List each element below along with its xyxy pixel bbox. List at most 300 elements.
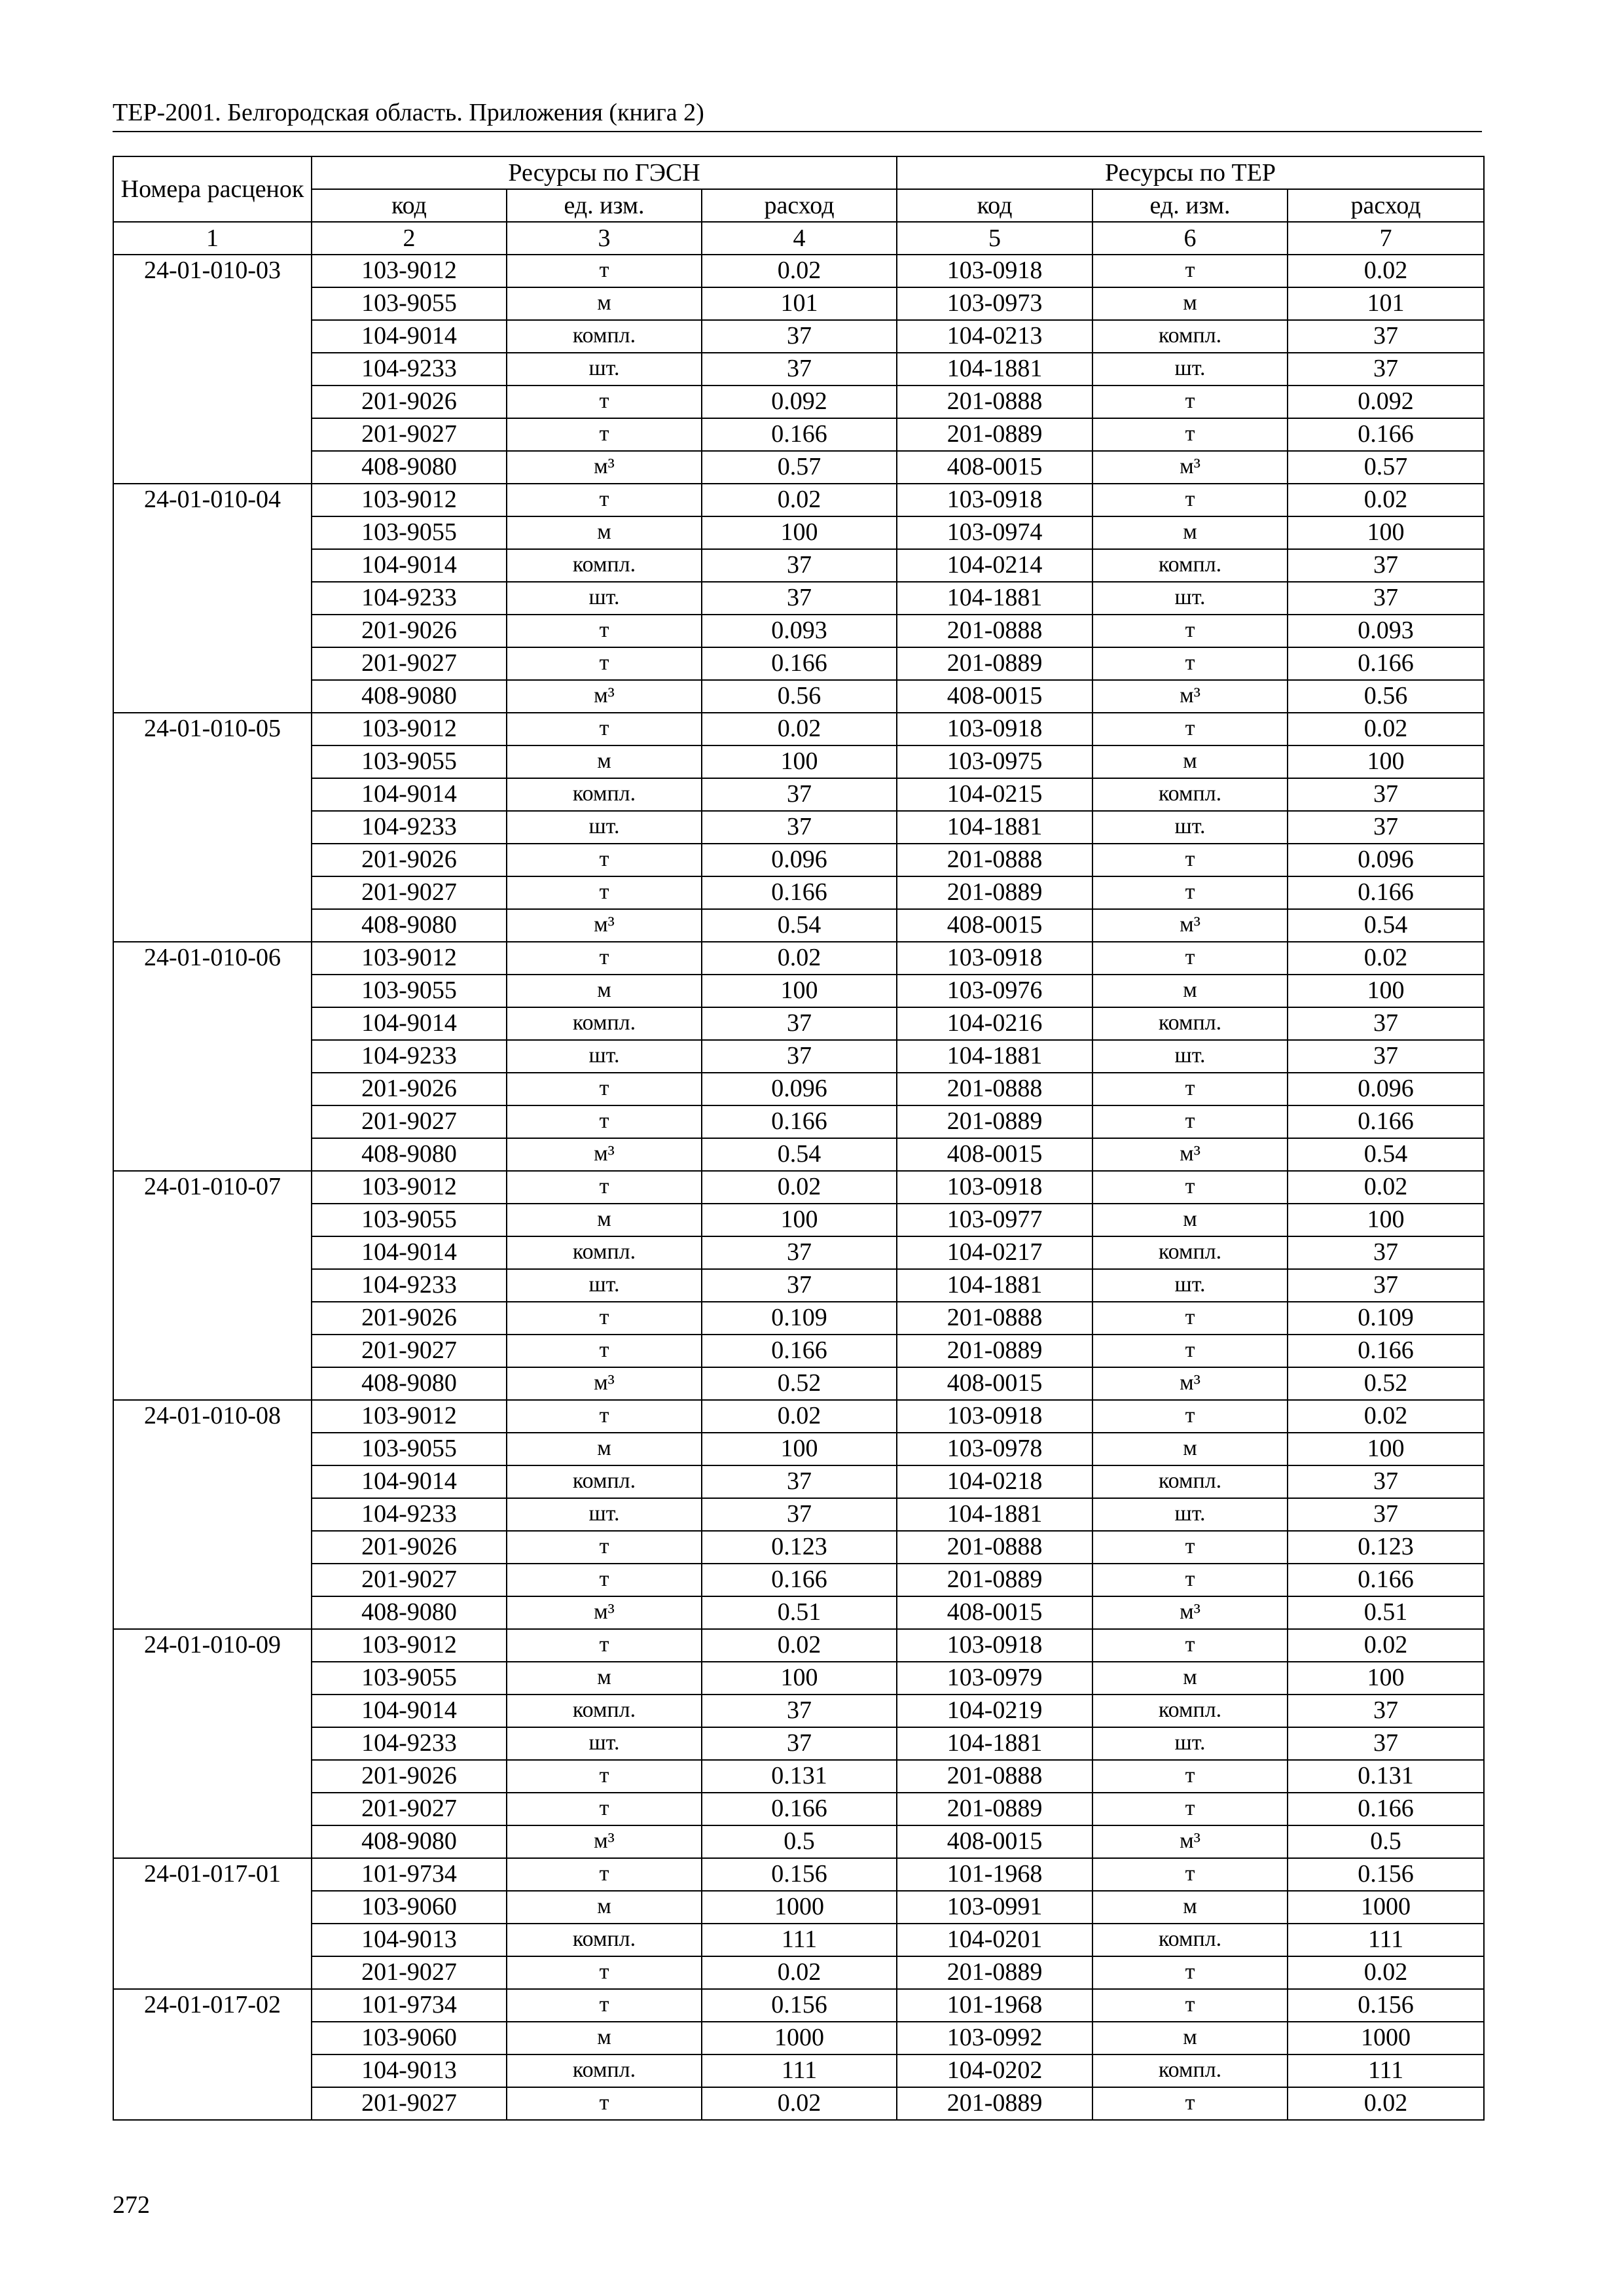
gesn-consumption-cell: 0.123 xyxy=(702,1531,897,1564)
ter-unit-cell: т xyxy=(1092,1793,1288,1825)
table-row xyxy=(113,1793,1484,1825)
ter-consumption-cell: 37 xyxy=(1288,1269,1484,1302)
ter-consumption-cell: 101 xyxy=(1288,287,1484,320)
table-row xyxy=(113,1695,1484,1727)
ter-consumption-cell: 100 xyxy=(1288,1204,1484,1236)
gesn-consumption-cell: 100 xyxy=(702,745,897,778)
gesn-consumption-cell: 0.166 xyxy=(702,1793,897,1825)
gesn-code-cell: 201-9027 xyxy=(312,1564,507,1596)
table-row xyxy=(113,255,1484,287)
gesn-code-cell: 408-9080 xyxy=(312,1825,507,1858)
ter-code-cell: 201-0889 xyxy=(897,1564,1092,1596)
ter-code-cell: 201-0888 xyxy=(897,1302,1092,1335)
table-row xyxy=(113,1302,1484,1335)
ter-consumption-cell: 0.166 xyxy=(1288,1105,1484,1138)
gesn-unit-cell: т xyxy=(507,1760,702,1793)
ter-code-cell: 103-0973 xyxy=(897,287,1092,320)
ter-consumption-cell: 100 xyxy=(1288,1433,1484,1465)
gesn-consumption-cell: 37 xyxy=(702,1465,897,1498)
gesn-unit-cell: компл. xyxy=(507,778,702,811)
ter-consumption-cell: 1000 xyxy=(1288,2022,1484,2054)
ter-consumption-cell: 0.54 xyxy=(1288,1138,1484,1171)
ter-unit-cell: т xyxy=(1092,1858,1288,1891)
ter-consumption-cell: 0.02 xyxy=(1288,1400,1484,1433)
ter-unit-cell: м xyxy=(1092,516,1288,549)
gesn-consumption-cell: 37 xyxy=(702,1236,897,1269)
gesn-consumption-cell: 37 xyxy=(702,353,897,386)
ter-unit-cell: компл. xyxy=(1092,2054,1288,2087)
gesn-code-cell: 103-9055 xyxy=(312,287,507,320)
ter-unit-cell: компл. xyxy=(1092,320,1288,353)
table-row xyxy=(113,1662,1484,1695)
ter-consumption-cell: 100 xyxy=(1288,516,1484,549)
gesn-unit-cell: м xyxy=(507,287,702,320)
ter-code-cell: 104-0214 xyxy=(897,549,1092,582)
rate-number-cell: 24-01-010-04 xyxy=(113,484,312,713)
ter-unit-cell: компл. xyxy=(1092,778,1288,811)
ter-consumption-cell: 0.54 xyxy=(1288,909,1484,942)
header-row-2 xyxy=(113,189,1484,222)
gesn-consumption-header: расход xyxy=(702,189,897,222)
ter-unit-cell: т xyxy=(1092,1400,1288,1433)
ter-consumption-cell: 0.109 xyxy=(1288,1302,1484,1335)
rate-number-cell: 24-01-010-08 xyxy=(113,1400,312,1629)
ter-unit-cell: т xyxy=(1092,484,1288,516)
ter-unit-cell: т xyxy=(1092,713,1288,745)
gesn-consumption-cell: 0.131 xyxy=(702,1760,897,1793)
gesn-code-cell: 104-9013 xyxy=(312,1924,507,1956)
gesn-code-cell: 103-9060 xyxy=(312,1891,507,1924)
gesn-consumption-cell: 0.02 xyxy=(702,1629,897,1662)
ter-unit-cell: т xyxy=(1092,1335,1288,1367)
gesn-consumption-cell: 0.096 xyxy=(702,844,897,876)
ter-unit-cell: т xyxy=(1092,1073,1288,1105)
ter-consumption-cell: 0.092 xyxy=(1288,386,1484,418)
ter-consumption-cell: 37 xyxy=(1288,1465,1484,1498)
gesn-consumption-cell: 0.02 xyxy=(702,1400,897,1433)
ter-consumption-cell: 0.02 xyxy=(1288,1171,1484,1204)
ter-code-cell: 201-0888 xyxy=(897,615,1092,647)
gesn-consumption-cell: 0.096 xyxy=(702,1073,897,1105)
gesn-code-cell: 201-9027 xyxy=(312,876,507,909)
ter-code-cell: 103-0918 xyxy=(897,1171,1092,1204)
ter-consumption-cell: 0.156 xyxy=(1288,1989,1484,2022)
table-row xyxy=(113,876,1484,909)
table-row xyxy=(113,942,1484,975)
rate-number-cell: 24-01-010-06 xyxy=(113,942,312,1171)
gesn-unit-cell: м xyxy=(507,975,702,1007)
gesn-code-cell: 104-9014 xyxy=(312,1695,507,1727)
gesn-consumption-cell: 37 xyxy=(702,1727,897,1760)
ter-consumption-cell: 0.02 xyxy=(1288,942,1484,975)
ter-unit-cell: компл. xyxy=(1092,1007,1288,1040)
gesn-code-cell: 104-9013 xyxy=(312,2054,507,2087)
gesn-unit-cell: т xyxy=(507,418,702,451)
ter-unit-cell: т xyxy=(1092,1531,1288,1564)
gesn-code-cell: 408-9080 xyxy=(312,451,507,484)
gesn-unit-cell: м xyxy=(507,1891,702,1924)
gesn-consumption-cell: 0.166 xyxy=(702,876,897,909)
ter-unit-cell: компл. xyxy=(1092,549,1288,582)
table-row xyxy=(113,745,1484,778)
ter-consumption-cell: 0.166 xyxy=(1288,1564,1484,1596)
table-row xyxy=(113,1073,1484,1105)
gesn-consumption-cell: 0.166 xyxy=(702,418,897,451)
ter-code-cell: 104-0217 xyxy=(897,1236,1092,1269)
rate-number-cell: 24-01-017-02 xyxy=(113,1989,312,2120)
ter-unit-cell: м xyxy=(1092,1204,1288,1236)
table-row xyxy=(113,1433,1484,1465)
ter-consumption-cell: 111 xyxy=(1288,1924,1484,1956)
ter-code-cell: 201-0889 xyxy=(897,647,1092,680)
table-row xyxy=(113,1465,1484,1498)
table-row xyxy=(113,353,1484,386)
gesn-unit-cell: т xyxy=(507,1335,702,1367)
gesn-unit-cell: шт. xyxy=(507,1040,702,1073)
gesn-code-cell: 104-9014 xyxy=(312,778,507,811)
ter-consumption-cell: 37 xyxy=(1288,1236,1484,1269)
table-row xyxy=(113,516,1484,549)
ter-unit-cell: компл. xyxy=(1092,1695,1288,1727)
gesn-unit-cell: т xyxy=(507,615,702,647)
ter-code-cell: 408-0015 xyxy=(897,1138,1092,1171)
ter-code-cell: 408-0015 xyxy=(897,451,1092,484)
table-row xyxy=(113,713,1484,745)
table-row xyxy=(113,647,1484,680)
ter-code-cell: 408-0015 xyxy=(897,1367,1092,1400)
gesn-consumption-cell: 37 xyxy=(702,778,897,811)
ter-code-cell: 201-0889 xyxy=(897,2087,1092,2120)
ter-code-cell: 103-0918 xyxy=(897,484,1092,516)
gesn-consumption-cell: 0.02 xyxy=(702,255,897,287)
gesn-code-cell: 201-9027 xyxy=(312,1105,507,1138)
ter-code-cell: 104-0219 xyxy=(897,1695,1092,1727)
ter-code-cell: 104-1881 xyxy=(897,1269,1092,1302)
gesn-consumption-cell: 101 xyxy=(702,287,897,320)
table-row xyxy=(113,1825,1484,1858)
table-row xyxy=(113,1367,1484,1400)
table-body xyxy=(113,255,1484,2120)
ter-unit-cell: м³ xyxy=(1092,1825,1288,1858)
gesn-unit-cell: т xyxy=(507,647,702,680)
gesn-unit-cell: м³ xyxy=(507,909,702,942)
ter-unit-cell: т xyxy=(1092,1105,1288,1138)
ter-consumption-cell: 1000 xyxy=(1288,1891,1484,1924)
gesn-code-cell: 201-9026 xyxy=(312,1073,507,1105)
table-row xyxy=(113,1564,1484,1596)
ter-code-cell: 103-0918 xyxy=(897,1400,1092,1433)
gesn-consumption-cell: 0.02 xyxy=(702,484,897,516)
gesn-unit-cell: компл. xyxy=(507,1695,702,1727)
gesn-unit-cell: компл. xyxy=(507,320,702,353)
ter-consumption-cell: 0.123 xyxy=(1288,1531,1484,1564)
gesn-unit-cell: т xyxy=(507,1793,702,1825)
ter-consumption-cell: 37 xyxy=(1288,1498,1484,1531)
rate-number-cell: 24-01-010-05 xyxy=(113,713,312,942)
table-row xyxy=(113,1236,1484,1269)
gesn-unit-cell: шт. xyxy=(507,811,702,844)
gesn-unit-cell: т xyxy=(507,1105,702,1138)
table-row xyxy=(113,909,1484,942)
gesn-unit-cell: т xyxy=(507,484,702,516)
gesn-code-cell: 103-9055 xyxy=(312,1662,507,1695)
gesn-code-cell: 104-9233 xyxy=(312,1498,507,1531)
gesn-unit-cell: м³ xyxy=(507,451,702,484)
ter-consumption-cell: 100 xyxy=(1288,975,1484,1007)
ter-unit-cell: м xyxy=(1092,745,1288,778)
gesn-unit-cell: м xyxy=(507,745,702,778)
table-row xyxy=(113,549,1484,582)
table-row xyxy=(113,1138,1484,1171)
gesn-unit-cell: т xyxy=(507,1400,702,1433)
ter-unit-cell: м³ xyxy=(1092,1138,1288,1171)
gesn-code-cell: 201-9026 xyxy=(312,1302,507,1335)
rate-number-cell: 24-01-017-01 xyxy=(113,1858,312,1989)
gesn-code-cell: 104-9014 xyxy=(312,1007,507,1040)
ter-consumption-cell: 37 xyxy=(1288,1727,1484,1760)
ter-code-cell: 101-1968 xyxy=(897,1989,1092,2022)
table-row xyxy=(113,1760,1484,1793)
ter-consumption-cell: 37 xyxy=(1288,320,1484,353)
ter-consumption-cell: 0.166 xyxy=(1288,1793,1484,1825)
page-header: ТЕР-2001. Белгородская область. Приложения (книга 2) xyxy=(113,99,704,126)
gesn-consumption-cell: 1000 xyxy=(702,2022,897,2054)
ter-unit-cell: м³ xyxy=(1092,1367,1288,1400)
gesn-unit-cell: т xyxy=(507,876,702,909)
gesn-unit-cell: т xyxy=(507,1956,702,1989)
table-row xyxy=(113,615,1484,647)
gesn-consumption-cell: 111 xyxy=(702,1924,897,1956)
gesn-code-cell: 104-9233 xyxy=(312,353,507,386)
ter-consumption-cell: 0.093 xyxy=(1288,615,1484,647)
gesn-code-cell: 104-9233 xyxy=(312,582,507,615)
ter-unit-cell: м xyxy=(1092,1433,1288,1465)
ter-unit-cell: т xyxy=(1092,2087,1288,2120)
ter-consumption-cell: 0.166 xyxy=(1288,418,1484,451)
gesn-consumption-cell: 0.166 xyxy=(702,1105,897,1138)
ter-unit-header: ед. изм. xyxy=(1092,189,1288,222)
page-number: 272 xyxy=(113,2191,150,2219)
table-row xyxy=(113,1629,1484,1662)
gesn-code-cell: 408-9080 xyxy=(312,1367,507,1400)
ter-code-cell: 408-0015 xyxy=(897,680,1092,713)
resources-table xyxy=(113,156,1485,2121)
ter-unit-cell: т xyxy=(1092,1760,1288,1793)
table-row xyxy=(113,811,1484,844)
ter-code-cell: 408-0015 xyxy=(897,909,1092,942)
gesn-code-cell: 104-9233 xyxy=(312,1269,507,1302)
table-row xyxy=(113,1956,1484,1989)
ter-code-cell: 201-0888 xyxy=(897,1531,1092,1564)
ter-code-cell: 103-0978 xyxy=(897,1433,1092,1465)
ter-code-cell: 201-0888 xyxy=(897,1073,1092,1105)
gesn-code-cell: 201-9027 xyxy=(312,647,507,680)
ter-unit-cell: т xyxy=(1092,1564,1288,1596)
ter-consumption-cell: 37 xyxy=(1288,549,1484,582)
table-row xyxy=(113,386,1484,418)
header-row-1 xyxy=(113,156,1484,189)
table-row xyxy=(113,1040,1484,1073)
ter-code-cell: 103-0991 xyxy=(897,1891,1092,1924)
gesn-code-cell: 101-9734 xyxy=(312,1989,507,2022)
ter-consumption-cell: 37 xyxy=(1288,582,1484,615)
table-row xyxy=(113,451,1484,484)
ter-code-cell: 103-0918 xyxy=(897,1629,1092,1662)
gesn-code-cell: 103-9055 xyxy=(312,1433,507,1465)
ter-code-cell: 104-0218 xyxy=(897,1465,1092,1498)
table-row xyxy=(113,1007,1484,1040)
gesn-consumption-cell: 111 xyxy=(702,2054,897,2087)
ter-code-cell: 103-0918 xyxy=(897,713,1092,745)
gesn-unit-cell: м xyxy=(507,1433,702,1465)
gesn-unit-cell: т xyxy=(507,1171,702,1204)
gesn-unit-cell: шт. xyxy=(507,353,702,386)
gesn-unit-cell: т xyxy=(507,1531,702,1564)
gesn-consumption-cell: 37 xyxy=(702,582,897,615)
gesn-consumption-cell: 100 xyxy=(702,516,897,549)
ter-consumption-cell: 0.56 xyxy=(1288,680,1484,713)
gesn-consumption-cell: 37 xyxy=(702,1040,897,1073)
ter-consumption-cell: 0.02 xyxy=(1288,1629,1484,1662)
gesn-code-cell: 104-9014 xyxy=(312,320,507,353)
ter-unit-cell: т xyxy=(1092,844,1288,876)
gesn-unit-cell: т xyxy=(507,713,702,745)
ter-unit-cell: т xyxy=(1092,876,1288,909)
gesn-unit-cell: м³ xyxy=(507,1138,702,1171)
ter-consumption-cell: 111 xyxy=(1288,2054,1484,2087)
gesn-code-cell: 103-9012 xyxy=(312,1629,507,1662)
ter-code-cell: 103-0918 xyxy=(897,942,1092,975)
gesn-unit-header: ед. изм. xyxy=(507,189,702,222)
ter-code-cell: 201-0889 xyxy=(897,1793,1092,1825)
ter-consumption-cell: 0.02 xyxy=(1288,1956,1484,1989)
table-row xyxy=(113,778,1484,811)
gesn-unit-cell: м³ xyxy=(507,1596,702,1629)
ter-code-cell: 103-0979 xyxy=(897,1662,1092,1695)
gesn-unit-cell: т xyxy=(507,844,702,876)
gesn-consumption-cell: 0.092 xyxy=(702,386,897,418)
ter-consumption-cell: 100 xyxy=(1288,745,1484,778)
gesn-code-cell: 201-9027 xyxy=(312,1793,507,1825)
rate-number-cell: 24-01-010-07 xyxy=(113,1171,312,1400)
ter-unit-cell: т xyxy=(1092,1956,1288,1989)
gesn-code-cell: 103-9012 xyxy=(312,713,507,745)
gesn-consumption-cell: 0.52 xyxy=(702,1367,897,1400)
gesn-consumption-cell: 0.166 xyxy=(702,1335,897,1367)
rate-number-cell: 24-01-010-09 xyxy=(113,1629,312,1858)
ter-unit-cell: т xyxy=(1092,1302,1288,1335)
ter-unit-cell: т xyxy=(1092,386,1288,418)
table-row xyxy=(113,320,1484,353)
gesn-unit-cell: шт. xyxy=(507,1498,702,1531)
ter-code-cell: 104-1881 xyxy=(897,1727,1092,1760)
table-row xyxy=(113,1596,1484,1629)
ter-resources-header: Ресурсы по ТЕР xyxy=(897,156,1484,189)
ter-unit-cell: компл. xyxy=(1092,1924,1288,1956)
ter-unit-cell: т xyxy=(1092,255,1288,287)
ter-unit-cell: шт. xyxy=(1092,1727,1288,1760)
ter-consumption-cell: 100 xyxy=(1288,1662,1484,1695)
gesn-unit-cell: м xyxy=(507,1204,702,1236)
ter-unit-cell: шт. xyxy=(1092,582,1288,615)
gesn-consumption-cell: 0.51 xyxy=(702,1596,897,1629)
gesn-code-cell: 103-9055 xyxy=(312,1204,507,1236)
ter-code-cell: 104-1881 xyxy=(897,1498,1092,1531)
gesn-consumption-cell: 0.54 xyxy=(702,1138,897,1171)
gesn-unit-cell: компл. xyxy=(507,1465,702,1498)
gesn-consumption-cell: 0.109 xyxy=(702,1302,897,1335)
ter-code-cell: 103-0975 xyxy=(897,745,1092,778)
gesn-code-cell: 104-9014 xyxy=(312,1236,507,1269)
ter-consumption-cell: 0.131 xyxy=(1288,1760,1484,1793)
ter-code-cell: 104-1881 xyxy=(897,582,1092,615)
gesn-unit-cell: м xyxy=(507,2022,702,2054)
ter-consumption-cell: 0.57 xyxy=(1288,451,1484,484)
gesn-unit-cell: т xyxy=(507,2087,702,2120)
ter-unit-cell: т xyxy=(1092,1989,1288,2022)
ter-unit-cell: м³ xyxy=(1092,680,1288,713)
table-row xyxy=(113,1891,1484,1924)
ter-unit-cell: м xyxy=(1092,287,1288,320)
gesn-unit-cell: т xyxy=(507,942,702,975)
gesn-consumption-cell: 37 xyxy=(702,1498,897,1531)
ter-code-cell: 104-0202 xyxy=(897,2054,1092,2087)
ter-consumption-cell: 0.02 xyxy=(1288,484,1484,516)
ter-code-cell: 201-0889 xyxy=(897,1956,1092,1989)
gesn-unit-cell: компл. xyxy=(507,549,702,582)
gesn-consumption-cell: 0.156 xyxy=(702,1858,897,1891)
gesn-unit-cell: компл. xyxy=(507,1236,702,1269)
gesn-code-cell: 408-9080 xyxy=(312,1596,507,1629)
table-row xyxy=(113,844,1484,876)
gesn-code-cell: 103-9012 xyxy=(312,1400,507,1433)
gesn-resources-header: Ресурсы по ГЭСН xyxy=(312,156,897,189)
gesn-code-cell: 103-9055 xyxy=(312,745,507,778)
gesn-consumption-cell: 37 xyxy=(702,320,897,353)
gesn-consumption-cell: 0.57 xyxy=(702,451,897,484)
gesn-code-cell: 408-9080 xyxy=(312,909,507,942)
table-row xyxy=(113,2087,1484,2120)
gesn-unit-cell: компл. xyxy=(507,2054,702,2087)
ter-code-header: код xyxy=(897,189,1092,222)
column-number: 3 xyxy=(507,222,702,255)
gesn-unit-cell: компл. xyxy=(507,1924,702,1956)
gesn-consumption-cell: 0.166 xyxy=(702,647,897,680)
gesn-code-cell: 103-9012 xyxy=(312,484,507,516)
ter-code-cell: 103-0992 xyxy=(897,2022,1092,2054)
gesn-consumption-cell: 0.02 xyxy=(702,942,897,975)
ter-consumption-cell: 0.02 xyxy=(1288,255,1484,287)
ter-consumption-cell: 0.096 xyxy=(1288,1073,1484,1105)
gesn-code-cell: 104-9233 xyxy=(312,1040,507,1073)
ter-unit-cell: м xyxy=(1092,975,1288,1007)
gesn-consumption-cell: 0.02 xyxy=(702,1956,897,1989)
ter-consumption-cell: 0.52 xyxy=(1288,1367,1484,1400)
gesn-unit-cell: т xyxy=(507,1629,702,1662)
ter-unit-cell: м xyxy=(1092,1662,1288,1695)
table-head xyxy=(113,156,1484,255)
gesn-code-cell: 201-9026 xyxy=(312,1531,507,1564)
ter-consumption-cell: 37 xyxy=(1288,353,1484,386)
ter-unit-cell: м³ xyxy=(1092,451,1288,484)
gesn-unit-cell: шт. xyxy=(507,1269,702,1302)
gesn-code-cell: 201-9027 xyxy=(312,2087,507,2120)
column-number: 4 xyxy=(702,222,897,255)
ter-consumption-cell: 37 xyxy=(1288,1040,1484,1073)
ter-code-cell: 408-0015 xyxy=(897,1596,1092,1629)
ter-code-cell: 104-0216 xyxy=(897,1007,1092,1040)
table-row xyxy=(113,418,1484,451)
